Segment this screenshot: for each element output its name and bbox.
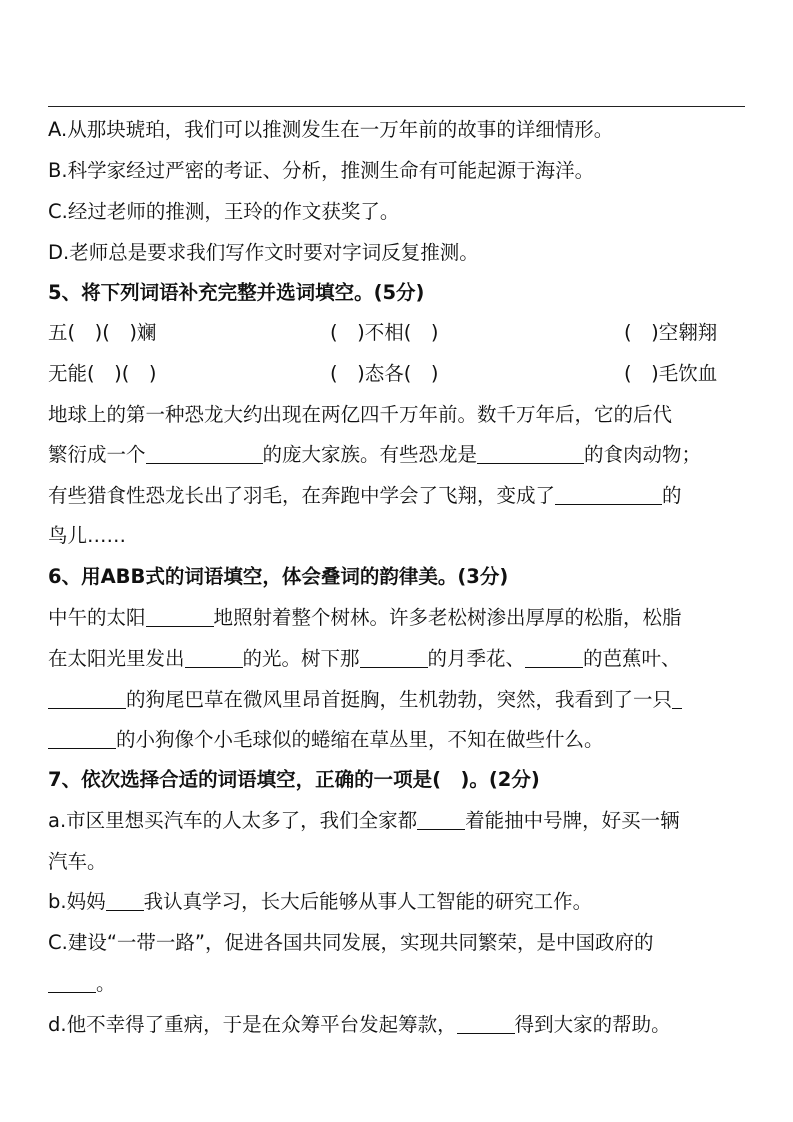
option-a: A.从那块琥珀，我们可以推测发生在一万年前的故事的详细情形。 [48,118,614,141]
top-divider-line [48,106,745,107]
q7-text: 我认真学习，长大后能够从事人工智能的研究工作。 [143,890,593,913]
question-5-title: 5、将下列词语补充完整并选词填空。(5分) [48,281,425,304]
fill-blank[interactable] [185,647,243,668]
q6-line-1 [48,604,682,632]
q6-text: 的光。树下那 [242,647,360,670]
q6-line-3 [48,686,682,714]
idiom-2: ( )不相( ) [330,321,439,344]
q7-item-b [48,888,592,916]
q7-text: d.他不幸得了重病，于是在众筹平台发起筹款， [48,1013,457,1036]
q6-text: 中午的太阳 [48,606,146,629]
q7-text: b.妈妈 [48,890,106,913]
fill-blank[interactable] [672,688,682,709]
q6-line-4 [48,726,604,754]
q5-text: 繁衍成一个 [48,443,146,466]
q7-item-c-cont [48,970,116,998]
question-7-title: 7、依次选择合适的词语填空，正确的一项是( )。(2分) [48,768,540,791]
q6-text: 的狗尾巴草在微风里昂首挺胸，生机勃勃，突然，我看到了一只 [126,688,673,711]
q5-text: 的 [662,484,682,507]
fill-blank[interactable] [146,443,263,464]
fill-blank[interactable] [417,809,465,830]
question-6-title: 6、用ABB式的词语填空，体会叠词的韵律美。(3分) [48,565,509,588]
q7-text: 着能抽中号牌，好买一辆 [465,809,680,832]
option-c: C.经过老师的推测，王玲的作文获奖了。 [48,200,400,223]
q6-text: 地照射着整个树林。许多老松树渗出厚厚的松脂，松脂 [213,606,682,629]
idiom-1: 五( )( )斓 [48,321,157,344]
q7-item-a-cont: 汽车。 [48,850,107,873]
fill-blank[interactable] [48,728,116,749]
fill-blank[interactable] [146,606,214,627]
fill-blank[interactable] [106,890,144,911]
q7-text: a.市区里想买汽车的人太多了，我们全家都 [48,809,418,832]
idiom-5: ( )态各( ) [330,362,439,385]
q6-text: 的月季花、 [427,647,526,670]
q7-item-d [48,1011,671,1039]
fill-blank[interactable] [477,443,584,464]
idiom-3: ( )空翱翔 [624,321,718,344]
q6-text: 的小狗像个小毛球似的蜷缩在草丛里，不知在做些什么。 [116,728,604,751]
q5-passage-line-3 [48,482,745,510]
q5-text: 的食肉动物； [584,443,702,466]
q6-line-2 [48,645,681,673]
fill-blank[interactable] [360,647,428,668]
fill-blank[interactable] [525,647,583,668]
q6-text: 在太阳光里发出 [48,647,185,670]
q7-item-a [48,807,680,835]
fill-blank[interactable] [48,688,126,709]
q5-passage-line-2 [48,441,745,469]
q6-text: 的芭蕉叶、 [583,647,681,670]
q5-passage-line-1: 地球上的第一种恐龙大约出现在两亿四千万年前。数千万年后，它的后代 [48,403,673,426]
fill-blank[interactable] [48,972,96,993]
q5-text: 的庞大家族。有些恐龙是 [262,443,478,466]
idiom-6: ( )毛饮血 [624,362,718,385]
fill-blank[interactable] [457,1013,515,1034]
q7-text: 得到大家的帮助。 [514,1013,671,1036]
fill-blank[interactable] [555,484,662,505]
q7-item-c: C.建设“一带一路”，促进各国共同发展，实现共同繁荣，是中国政府的 [48,931,654,954]
q7-text: 。 [96,972,116,995]
option-d: D.老师总是要求我们写作文时要对字词反复推测。 [48,241,479,264]
q5-text: 有些猎食性恐龙长出了羽毛，在奔跑中学会了飞翔，变成了 [48,484,556,507]
option-b: B.科学家经过严密的考证、分析，推测生命有可能起源于海洋。 [48,159,595,182]
q5-passage-line-4: 鸟儿…… [48,524,127,547]
idiom-4: 无能( )( ) [48,362,157,385]
